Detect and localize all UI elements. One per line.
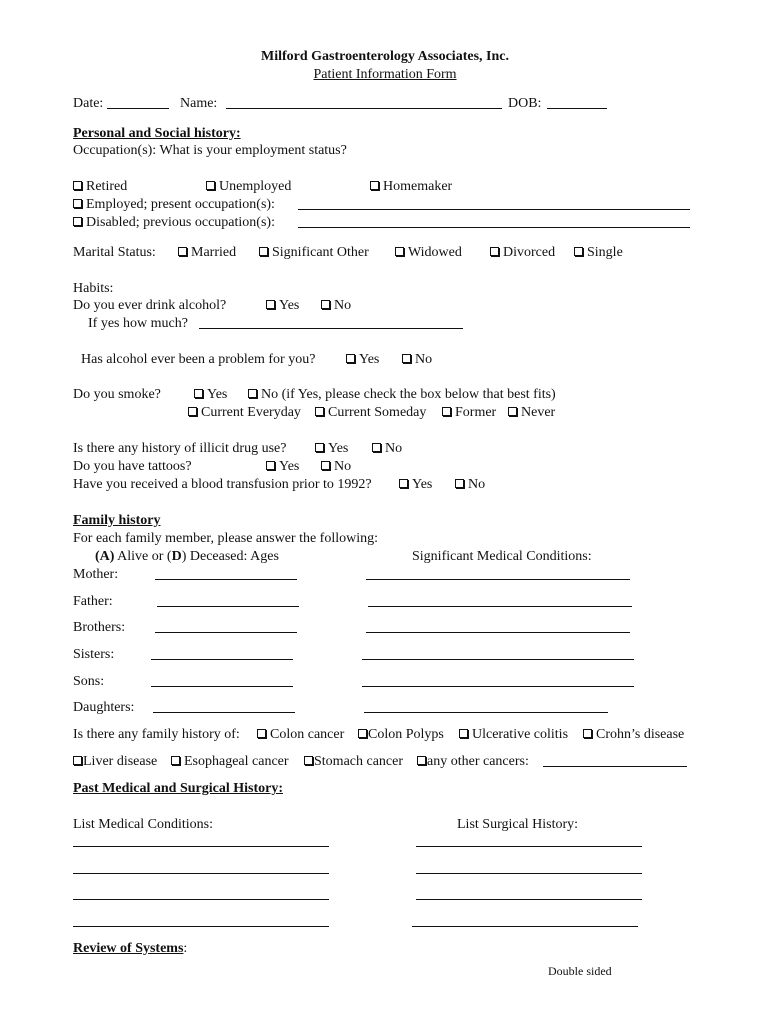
divorced-option[interactable] [490,245,555,261]
stomach-cancer-checkbox[interactable] [304,756,313,765]
alcohol-yes-label: Yes [279,298,300,313]
drug-yes-option[interactable] [315,441,348,457]
crohns-option[interactable] [583,727,684,743]
tattoo-no-option[interactable] [321,459,351,475]
never-checkbox[interactable] [508,407,517,416]
review-heading [73,941,187,957]
esophageal-cancer-checkbox[interactable] [171,756,180,765]
practice-name: Milford Gastroenterology Associates, Inc. [261,49,509,64]
alcohol-yes-checkbox[interactable] [266,300,275,309]
former-option[interactable] [442,405,496,421]
sisters-conditions-field[interactable] [362,659,634,660]
father-ages-field[interactable] [157,606,299,607]
employed-checkbox[interactable] [73,199,82,208]
daughters-ages-field[interactable] [153,712,295,713]
unemployed-checkbox[interactable] [206,181,215,190]
brothers-ages-field[interactable] [155,632,297,633]
alcohol-question: Do you ever drink alcohol? [73,298,227,313]
dob-label: DOB: [508,96,542,111]
retired-label: Retired [86,179,128,194]
homemaker-option[interactable] [370,179,452,195]
how-much-field[interactable] [199,328,463,329]
family-instruction: For each family member, please answer the following: [73,531,379,546]
ulcerative-colitis-label: Ulcerative colitis [472,727,569,742]
widowed-option[interactable] [395,245,462,261]
date-field[interactable] [107,108,169,109]
daughters-conditions-field[interactable] [364,712,608,713]
drug-yes-label: Yes [328,441,349,456]
family-member-label: Daughters: [73,700,135,715]
ulcerative-colitis-option[interactable] [459,727,568,743]
single-checkbox[interactable] [574,247,583,256]
sons-ages-field[interactable] [151,686,293,687]
transfusion-no-option[interactable] [455,477,485,493]
mother-conditions-field[interactable] [366,579,630,580]
how-much-label: If yes how much? [88,316,188,331]
surgical-history-field[interactable] [416,899,642,900]
married-checkbox[interactable] [178,247,187,256]
liver-disease-option[interactable] [73,754,157,770]
stomach-cancer-label: Stomach cancer [314,754,404,769]
liver-disease-label: Liver disease [83,754,158,769]
conditions-column-header: Significant Medical Conditions: [412,549,592,564]
smoke-no-checkbox[interactable] [248,389,257,398]
current-everyday-option[interactable] [188,405,301,421]
family-member-label: Brothers: [73,620,126,635]
divorced-checkbox[interactable] [490,247,499,256]
review-heading-text: Review of Systems [73,941,184,956]
stomach-cancer-option[interactable] [304,754,403,770]
sisters-ages-field[interactable] [151,659,293,660]
significant-other-label: Significant Other [272,245,369,260]
current-someday-label: Current Someday [328,405,427,420]
disabled-occupation-field[interactable] [298,227,690,228]
footer-note: Double sided [548,964,612,978]
brothers-conditions-field[interactable] [366,632,630,633]
drug-no-checkbox[interactable] [372,443,381,452]
tattoo-no-checkbox[interactable] [321,461,330,470]
ulcerative-colitis-checkbox[interactable] [459,729,468,738]
current-everyday-label: Current Everyday [201,405,301,420]
current-everyday-checkbox[interactable] [188,407,197,416]
never-label: Never [521,405,556,420]
transfusion-yes-label: Yes [412,477,433,492]
medical-condition-field[interactable] [73,846,329,847]
esophageal-cancer-label: Esophageal cancer [184,754,289,769]
divorced-label: Divorced [503,245,556,260]
significant-other-checkbox[interactable] [259,247,268,256]
smoke-yes-option[interactable] [194,387,227,403]
former-checkbox[interactable] [442,407,451,416]
other-cancers-option[interactable] [417,754,529,770]
alcohol-problem-no-checkbox[interactable] [402,354,411,363]
medical-condition-field[interactable] [73,873,329,874]
current-someday-checkbox[interactable] [315,407,324,416]
employed-occupation-field[interactable] [298,209,690,210]
alcohol-no-option[interactable] [321,298,351,314]
widowed-checkbox[interactable] [395,247,404,256]
tattoo-no-label: No [334,459,352,474]
esophageal-cancer-option[interactable] [171,754,289,770]
deceased-code: D [171,549,182,564]
colon-cancer-option[interactable] [257,727,344,743]
alcohol-no-checkbox[interactable] [321,300,330,309]
drug-no-label: No [385,441,403,456]
surgical-history-field[interactable] [416,846,642,847]
tattoo-yes-label: Yes [279,459,300,474]
name-field[interactable] [226,108,502,109]
mother-ages-field[interactable] [155,579,297,580]
smoke-question: Do you smoke? [73,387,161,402]
other-cancers-label: any other cancers: [427,754,529,769]
medical-condition-field[interactable] [73,899,329,900]
drug-yes-checkbox[interactable] [315,443,324,452]
father-conditions-field[interactable] [368,606,632,607]
ages-header-end: ) Deceased: Ages [181,549,279,564]
colon-polyps-label: Colon Polyps [368,727,444,742]
single-label: Single [587,245,623,260]
tattoo-yes-checkbox[interactable] [266,461,275,470]
crohns-label: Crohn’s disease [596,727,685,742]
transfusion-yes-option[interactable] [399,477,432,493]
medical-condition-field[interactable] [73,926,329,927]
colon-cancer-checkbox[interactable] [257,729,266,738]
occupation-question: Occupation(s): What is your employment status? [73,143,347,158]
never-option[interactable] [508,405,555,421]
smoke-yes-checkbox[interactable] [194,389,203,398]
disabled-option[interactable] [73,215,275,231]
transfusion-question: Have you received a blood transfusion prior to 1992? [73,477,372,492]
married-option[interactable] [178,245,236,261]
family-history-question: Is there any family history of: [73,727,240,742]
retired-option[interactable] [73,179,127,195]
disabled-checkbox[interactable] [73,217,82,226]
dob-field[interactable] [547,108,607,109]
tattoo-question: Do you have tattoos? [73,459,192,474]
surgical-history-field[interactable] [416,873,642,874]
ages-column-header [95,549,279,565]
transfusion-no-checkbox[interactable] [455,479,464,488]
alcohol-problem-yes-label: Yes [359,352,380,367]
past-history-heading: Past Medical and Surgical History: [73,781,283,796]
homemaker-checkbox[interactable] [370,181,379,190]
family-member-label: Sons: [73,674,105,689]
colon-cancer-label: Colon cancer [270,727,345,742]
alcohol-no-label: No [334,298,352,313]
sons-conditions-field[interactable] [362,686,634,687]
liver-disease-checkbox[interactable] [73,756,82,765]
employed-option[interactable] [73,197,275,213]
transfusion-yes-checkbox[interactable] [399,479,408,488]
disabled-label: Disabled; previous occupation(s): [86,215,275,230]
significant-other-option[interactable] [259,245,369,261]
retired-checkbox[interactable] [73,181,82,190]
drug-no-option[interactable] [372,441,402,457]
alcohol-problem-question: Has alcohol ever been a problem for you? [81,352,316,367]
unemployed-option[interactable] [206,179,291,195]
homemaker-label: Homemaker [383,179,453,194]
family-member-label: Sisters: [73,647,115,662]
smoke-yes-label: Yes [207,387,228,402]
widowed-label: Widowed [408,245,462,260]
family-member-label: Mother: [73,567,119,582]
review-heading-colon: : [183,941,188,956]
transfusion-no-label: No [468,477,486,492]
surgical-history-field[interactable] [412,926,638,927]
surgical-history-label: List Surgical History: [457,817,579,832]
name-label: Name: [180,96,218,111]
smoke-no-option[interactable] [248,387,556,403]
married-label: Married [191,245,237,260]
single-option[interactable] [574,245,623,261]
alcohol-problem-no-label: No [415,352,433,367]
form-title: Patient Information Form [313,67,457,82]
employed-label: Employed; present occupation(s): [86,197,275,212]
ages-header-mid: Alive or ( [114,549,172,564]
date-label: Date: [73,96,104,111]
family-member-label: Father: [73,594,113,609]
drug-question: Is there any history of illicit drug use? [73,441,287,456]
medical-conditions-label: List Medical Conditions: [73,817,213,832]
former-label: Former [455,405,497,420]
alcohol-problem-yes-checkbox[interactable] [346,354,355,363]
current-someday-option[interactable] [315,405,426,421]
unemployed-label: Unemployed [219,179,292,194]
habits-heading: Habits: [73,281,114,296]
colon-polyps-checkbox[interactable] [358,729,367,738]
alcohol-yes-option[interactable] [266,298,299,314]
colon-polyps-option[interactable] [358,727,444,743]
family-heading: Family history [73,513,161,528]
marital-status-label: Marital Status: [73,245,156,260]
alcohol-problem-yes-option[interactable] [346,352,379,368]
other-cancers-field[interactable] [543,766,687,767]
other-cancers-checkbox[interactable] [417,756,426,765]
crohns-checkbox[interactable] [583,729,592,738]
alcohol-problem-no-option[interactable] [402,352,432,368]
tattoo-yes-option[interactable] [266,459,299,475]
personal-heading: Personal and Social history: [73,126,241,141]
alive-code: (A) [95,549,115,564]
smoke-no-label: No (if Yes, please check the box below that best fits) [261,387,556,402]
